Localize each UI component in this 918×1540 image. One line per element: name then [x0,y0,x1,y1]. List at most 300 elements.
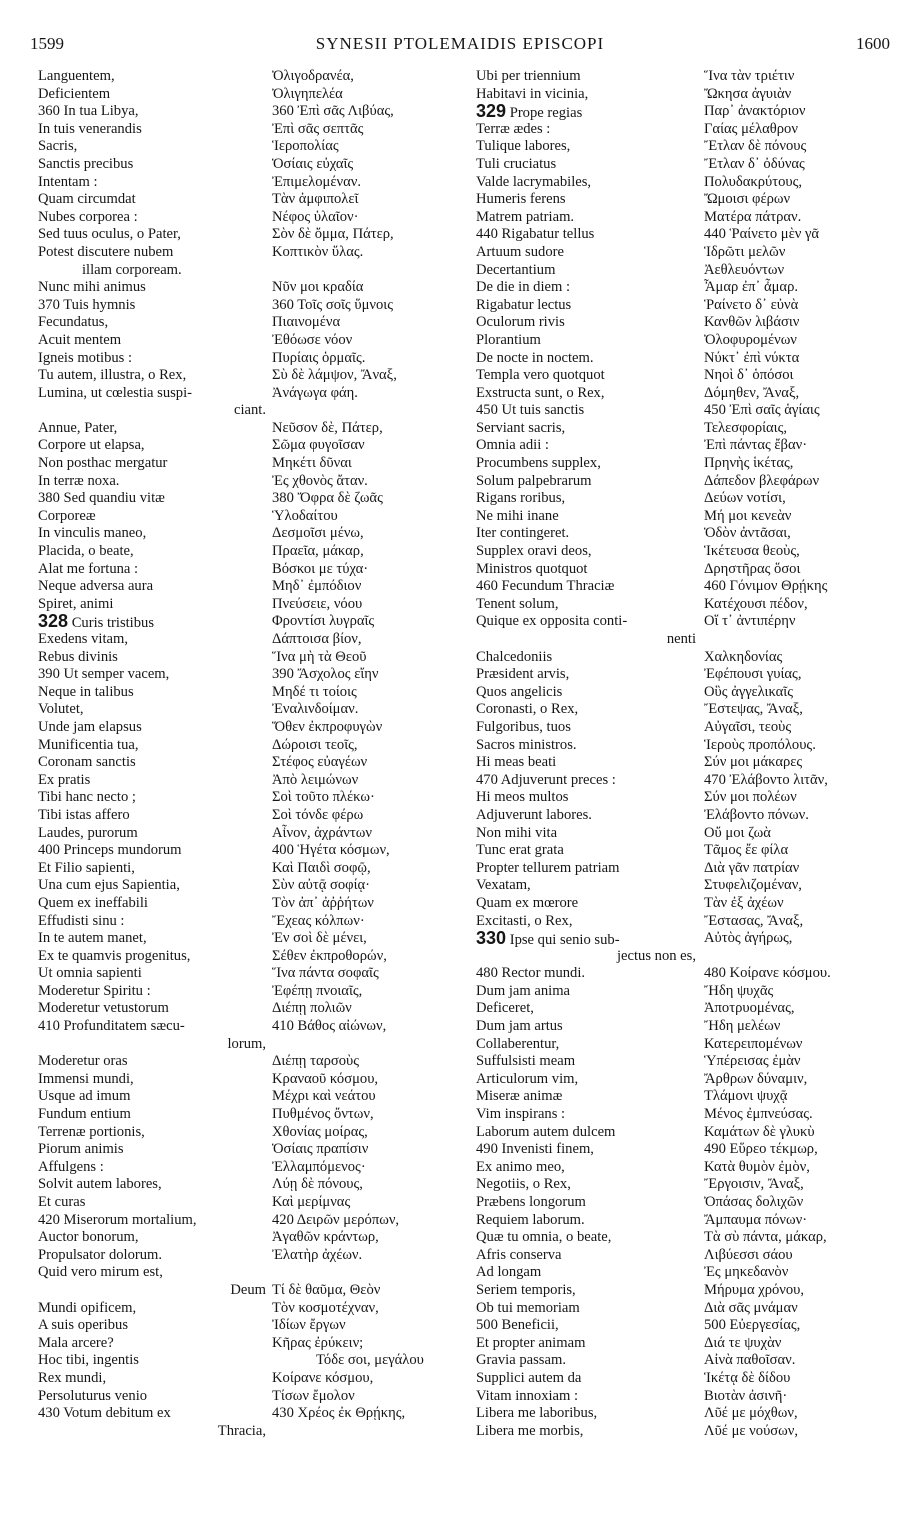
verse-line [476,1247,700,1265]
verse-text: Ἀπὸ λειμώνων [272,771,359,788]
verse-text: Piorum animis [38,1141,124,1158]
verse-text: Articulorum vim, [476,1070,579,1087]
verse-text: Τελεσφορίαις, [704,419,788,436]
verse-line [38,913,270,931]
verse-line [272,1194,472,1212]
verse-line [704,719,904,737]
verse-text: 410 Βάθος αἰώνων, [272,1018,387,1035]
verse-line [272,965,472,983]
verse-text: Fulgoribus, tuos [476,718,571,735]
verse-line [272,719,472,737]
verse-text: Neque adversa aura [38,578,154,595]
verse-line [476,807,700,825]
verse-text: Intentam : [38,173,98,190]
verse-text: Δάπτοισα βίον, [272,631,362,647]
verse-line [38,121,270,139]
verse-text: Πραεῖα, μάκαρ, [272,543,364,560]
verse-line [476,561,700,579]
verse-line [272,297,472,315]
verse-text: Ἄμπαυμα πόνων· [704,1211,808,1228]
verse-line [476,332,700,350]
running-header [30,34,890,60]
verse-line [704,1071,904,1089]
verse-line [38,1176,270,1194]
verse-line [272,174,472,192]
verse-text: Annue, Pater, [38,419,118,436]
verse-text: Τί δὲ θαῦμα, Θεὸν [272,1281,381,1298]
verse-line [272,525,472,543]
verse-line [704,420,904,438]
verse-text: Λῦέ με μόχθων, [704,1405,798,1422]
verse-text: De die in diem : [476,279,571,296]
verse-line [272,1124,472,1142]
verse-line [476,525,700,543]
verse-line [38,1405,270,1423]
verse-text: Πιαινομένα [272,314,341,331]
verse-text: Ἀποτρυομένας, [704,1000,795,1017]
verse-line [38,138,270,156]
verse-text: Moderetur vetustorum [38,1000,169,1017]
verse-text: Δεύων νοτίσι, [704,490,786,507]
verse-text: Οὓς ἀγγελικαῖς [704,683,794,700]
verse-text: Usque ad imum [38,1088,131,1105]
verse-text: 490 Εὕρεο τέκμωρ, [704,1141,818,1158]
verse-line [476,842,700,860]
verse-line [476,1141,700,1159]
verse-text: Πυρίαις ὁρμαῖς. [272,349,366,366]
verse-line [476,1106,700,1124]
verse-line [38,103,270,121]
verse-text: lorum, [227,1035,266,1052]
verse-line [272,913,472,931]
verse-line [38,1036,270,1054]
verse-text: Τὸν ἀπ᾽ ἀῤῥήτων [272,894,374,911]
verse-text: Terrenæ portionis, [38,1123,145,1140]
verse-text: Οὔ μοι ζωὰ [704,824,771,841]
verse-text: 360 Τοῖς σοῖς ὕμνοις [272,296,394,313]
verse-line [38,1088,270,1106]
verse-line [38,226,270,244]
verse-text: Laudes, purorum [38,824,138,841]
verse-line [476,437,700,455]
verse-text: A suis operibus [38,1317,128,1334]
verse-line [272,350,472,368]
verse-line [38,1317,270,1335]
verse-line [476,279,700,297]
verse-text: Μήρυμα χρόνου, [704,1281,805,1298]
verse-line [476,156,700,174]
verse-text: In vinculis maneo, [38,525,147,542]
verse-line [272,649,472,667]
verse-line [476,1124,700,1142]
verse-text: Αἰνὰ παθοῖσαν. [704,1352,796,1369]
verse-text: Λιβύεσσι σάου [704,1246,793,1263]
verse-line [272,613,472,631]
verse-line [476,666,700,684]
verse-line [704,1423,904,1441]
verse-text: Νηοὶ δ᾽ ὁπόσοι [704,367,794,384]
verse-line [38,1106,270,1124]
verse-text: Ipse qui senio sub- [509,932,620,949]
verse-line [272,842,472,860]
verse-line [272,437,472,455]
verse-line [704,1229,904,1247]
verse-line [476,1212,700,1230]
verse-text: Negotiis, o Rex, [476,1176,571,1193]
verse-text: Ὁσίαις εὐχαῖς [272,155,354,172]
verse-line [476,983,700,1001]
verse-line [272,860,472,878]
verse-line [476,402,700,420]
verse-text: Vim inspirans : [476,1106,566,1123]
verse-text: Præsident arvis, [476,666,570,683]
verse-text: Collaberentur, [476,1035,560,1052]
verse-text: Mala arcere? [38,1334,114,1351]
verse-line [38,842,270,860]
verse-text: Ἵνα τὰν τριέτιν [704,68,795,84]
verse-line [476,719,700,737]
verse-text: nenti [666,631,696,647]
verse-line [272,930,472,948]
verse-line [704,1018,904,1036]
verse-text: Νεῦσον δὲ, Πάτερ, [272,419,383,436]
verse-line [476,1264,700,1282]
verse-text: Δόμηθεν, Ἄναξ, [704,384,800,401]
verse-line [704,948,904,966]
verse-text: 460 Γόνιμον Θρῄκης [704,578,828,595]
verse-text: 400 Ἡγέτα κόσμων, [272,842,390,859]
verse-line [476,1282,700,1300]
verse-text: Nunc mihi animus [38,279,146,296]
verse-line [38,1071,270,1089]
verse-line [476,244,700,262]
verse-text: Deum [230,1281,266,1298]
verse-line [272,701,472,719]
verse-text: Διὰ γᾶν πατρίαν [704,859,800,876]
verse-text: Deficeret, [476,1000,534,1017]
verse-line [704,895,904,913]
verse-line [38,1423,270,1441]
verse-line [704,121,904,139]
verse-line [272,631,472,649]
verse-line [476,631,700,649]
verse-text: Rex mundi, [38,1369,107,1386]
verse-text: Ἔστεψας, Ἄναξ, [704,701,803,718]
verse-text: Ἐφέπουσι γυίας, [704,666,802,683]
verse-line [38,1352,270,1370]
verse-text: Ἰδίων ἔργων [272,1317,346,1334]
verse-text: Ministros quotquot [476,560,588,577]
verse-text: Ὀλιγηπελέα [272,85,343,102]
verse-line [38,279,270,297]
verse-text: Σέθεν ἐκπροθορών, [272,947,387,964]
verse-text: Ἀγαθῶν κράντωρ, [272,1229,379,1246]
verse-line [704,684,904,702]
verse-line [476,1300,700,1318]
verse-line [272,226,472,244]
verse-text: Rebus divinis [38,648,118,665]
verse-line [704,1194,904,1212]
verse-text: Sacris, [38,138,78,155]
verse-text: Τίσων ἔμολον [272,1387,355,1404]
verse-text: Ne mihi inane [476,507,559,524]
verse-line [476,965,700,983]
verse-text: Φροντίσι λυγραῖς [272,613,375,630]
verse-line [272,332,472,350]
verse-line [38,262,270,280]
verse-line [38,1212,270,1230]
verse-text: Διέπῃ πολιῶν [272,1000,352,1017]
verse-line [476,297,700,315]
verse-line [38,174,270,192]
verse-text: Μηκέτι δῦναι [272,455,352,472]
verse-text: Λῦέ με νούσων, [704,1422,799,1439]
verse-line [704,525,904,543]
verse-line [476,350,700,368]
verse-line [476,913,700,931]
verse-text: 400 Princeps mundorum [38,842,182,859]
verse-line [272,1088,472,1106]
verse-line [704,385,904,403]
verse-text: Et propter animam [476,1334,586,1351]
verse-line [704,138,904,156]
verse-line [272,508,472,526]
verse-line [476,138,700,156]
verse-text: Languentem, [38,68,115,84]
verse-text: 450 Ἐπὶ σαῖς ἁγίαις [704,402,820,419]
verse-line [38,367,270,385]
greek-column-right [704,68,904,1440]
verse-text: Κοίρανε κόσμου, [272,1369,374,1386]
verse-line [272,1370,472,1388]
verse-line [476,1423,700,1441]
verse-text: 390 Ἄσχολος εἴην [272,666,379,683]
verse-line [272,68,472,86]
verse-line [704,1247,904,1265]
verse-text: Laborum autem dulcem [476,1123,616,1140]
verse-text: Solvit autem labores, [38,1176,162,1193]
verse-text: Μηδέ τι τοίοις [272,683,357,700]
verse-line [38,772,270,790]
verse-text: Ἔτλαν δὲ πόνους [704,138,807,155]
verse-text: Ὀλοφυρομένων [704,331,797,348]
verse-line [272,1229,472,1247]
verse-line [38,737,270,755]
verse-line [272,1317,472,1335]
verse-text: Tenent solum, [476,595,559,612]
verse-text: Στέφος εὐαγέων [272,754,368,771]
verse-text: Πυθμένος ὄντων, [272,1106,374,1123]
verse-line [476,1036,700,1054]
verse-line [272,1388,472,1406]
verse-text: Ἐθόωσε νόον [272,331,353,348]
verse-text: Σὺ δὲ λάμψον, Ἄναξ, [272,367,397,384]
verse-text: Ob tui memoriam [476,1299,580,1316]
verse-text: Ἐπὶ σᾶς σεπτᾶς [272,120,364,137]
verse-line [272,578,472,596]
verse-line [272,1212,472,1230]
verse-text: 450 Ut tuis sanctis [476,402,585,419]
verse-text: Quam ex mœrore [476,894,579,911]
verse-text: Quid vero mirum est, [38,1264,163,1281]
verse-text: Μέχρι καὶ νεάτου [272,1088,376,1105]
verse-text: Ἐς μηκεδανὸν [704,1264,789,1281]
verse-text: Hi meas beati [476,754,557,771]
verse-line [476,385,700,403]
verse-text: Afris conserva [476,1246,562,1263]
verse-line [272,1000,472,1018]
verse-line [704,789,904,807]
verse-line [38,877,270,895]
verse-line [272,737,472,755]
verse-line [704,367,904,385]
verse-text: Σύν μοι πολέων [704,789,797,806]
verse-text: Ἀνάγωγα φάη. [272,384,358,401]
verse-text: 380 Sed quandiu vitæ [38,490,165,507]
verse-line [704,314,904,332]
verse-line [476,1335,700,1353]
verse-text: Iter contingeret. [476,525,570,542]
verse-text: Habitavi in vicinia, [476,85,589,102]
folio-marker: 328 [38,611,69,632]
verse-line [704,350,904,368]
verse-line [704,631,904,649]
verse-text: Ὁδὸν ἀντᾶσαι, [704,525,791,542]
verse-text: 480 Rector mundi. [476,965,586,982]
verse-text: Rigabatur lectus [476,296,572,313]
verse-text: Νῦν μοι κραδία [272,279,364,296]
verse-line [476,789,700,807]
folio-marker: 330 [476,928,507,949]
verse-line [38,789,270,807]
verse-line [704,737,904,755]
verse-text: Ἤδη ψυχᾶς [704,982,774,999]
verse-line [272,807,472,825]
verse-line [704,473,904,491]
verse-text: Vexatam, [476,877,531,894]
verse-line [272,1036,472,1054]
verse-text: 430 Χρέος ἐκ Θρῄκης, [272,1405,406,1422]
verse-text: Hoc tibi, ingentis [38,1352,139,1369]
verse-text: Σοὶ τοῦτο πλέκω· [272,789,375,806]
verse-text: Dum jam anima [476,982,571,999]
verse-line [38,1335,270,1353]
verse-text: Κατὰ θυμὸν ἐμὸν, [704,1158,810,1175]
verse-text: Ὀπάσας δολιχῶν [704,1194,804,1210]
verse-line [272,1071,472,1089]
verse-text: 470 Ἐλάβοντο λιτᾶν, [704,771,828,788]
verse-text: Suffulsisti meam [476,1053,576,1070]
verse-line [38,860,270,878]
verse-text: Ὀλιγοδρανέα, [272,68,354,84]
verse-text: Mundi opificem, [38,1299,137,1316]
verse-line [476,1388,700,1406]
verse-line [38,1370,270,1388]
verse-line [38,86,270,104]
verse-line [704,807,904,825]
verse-line [38,807,270,825]
verse-text: Affulgens : [38,1158,104,1175]
verse-line [272,314,472,332]
verse-text: Valde lacrymabiles, [476,173,592,190]
verse-line [38,965,270,983]
verse-line [38,561,270,579]
verse-text: Excitasti, o Rex, [476,912,573,929]
verse-text: Καμάτων δὲ γλυκὺ [704,1123,815,1140]
latin-column-right [476,68,700,1440]
verse-line [272,138,472,156]
verse-text: Coronam sanctis [38,754,136,771]
verse-text: Exedens vitam, [38,631,128,647]
verse-line [38,649,270,667]
verse-text: Tulique labores, [476,138,571,155]
verse-line [704,578,904,596]
verse-text: Et Filio sapienti, [38,859,135,876]
verse-text: Ἆμαρ ἐπ᾽ ἆμαρ. [704,279,798,296]
verse-line [704,877,904,895]
verse-text: Ἐν σοὶ δὲ μένει, [272,930,367,947]
verse-line [38,631,270,649]
verse-text: Coronasti, o Rex, [476,701,579,718]
verse-line [272,385,472,403]
verse-line [38,1159,270,1177]
verse-line [272,948,472,966]
verse-text: Ἄρθρων δύναμιν, [704,1070,808,1087]
verse-line [476,895,700,913]
verse-text: Quæ tu omnia, o beate, [476,1229,612,1246]
verse-line [272,754,472,772]
verse-text: Δώροισι τεοῖς, [272,736,358,753]
verse-text: Præbens longorum [476,1194,586,1210]
verse-text: Στυφελιζομέναν, [704,877,802,894]
verse-line [476,772,700,790]
verse-text: Ἐλατὴρ ἀχέων. [272,1246,363,1263]
verse-text: Quam circumdat [38,191,136,208]
verse-line [704,1264,904,1282]
verse-line [704,490,904,508]
verse-line [38,701,270,719]
verse-line [704,1000,904,1018]
verse-text: 420 Δειρῶν μερόπων, [272,1211,400,1228]
verse-line [272,1018,472,1036]
verse-line [704,244,904,262]
verse-line [704,437,904,455]
verse-text: Quos angelicis [476,683,563,700]
verse-line [704,279,904,297]
verse-line [476,1352,700,1370]
verse-line [704,1036,904,1054]
verse-line [272,772,472,790]
verse-text: Neque in talibus [38,683,134,700]
verse-text: Tibi hanc necto ; [38,789,136,806]
verse-line [476,930,700,948]
verse-line [38,1247,270,1265]
verse-text: Σὸν δὲ ὄμμα, Πάτερ, [272,226,394,243]
verse-line [476,948,700,966]
verse-line [272,983,472,1001]
verse-line [704,930,904,948]
verse-text: 430 Votum debitum ex [38,1405,171,1422]
verse-line [704,842,904,860]
verse-text: Πρηνὴς ἱκέτας, [704,455,794,472]
verse-text: Ἵνα πάντα σοφαῖς [272,965,379,982]
verse-line [704,913,904,931]
running-title: SYNESII PTOLEMAIDIS EPISCOPI [315,34,605,53]
verse-text: Ἱδρῶτι μελῶν [704,243,786,260]
verse-line [476,508,700,526]
verse-text: Potest discutere nubem [38,243,174,260]
verse-text: Plorantium [476,331,541,348]
